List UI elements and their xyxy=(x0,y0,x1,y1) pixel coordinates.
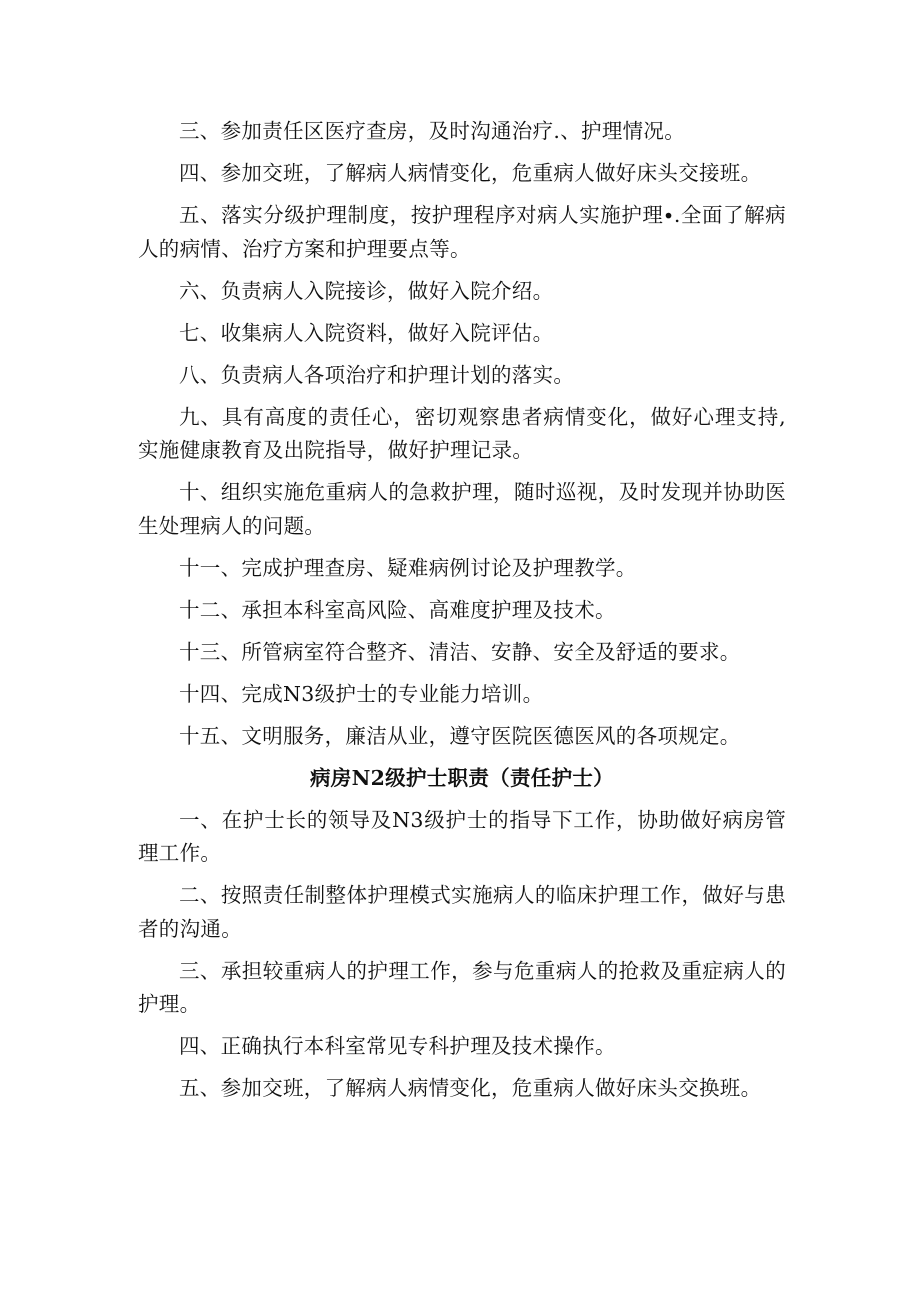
paragraph-item-7: 七、收集病人入院资料，做好入院评估。 xyxy=(179,320,554,345)
section-title: 病房N2级护士职责（责任护士） xyxy=(309,765,614,790)
paragraph-item-6: 六、负责病人入院接诊，做好入院介绍。 xyxy=(179,278,554,303)
paragraph-item-11: 十一、完成护理查房、疑难病例讨论及护理教学。 xyxy=(179,555,637,580)
paragraph-item-8: 八、负责病人各项治疗和护理计划的落实。 xyxy=(179,362,575,387)
document-body xyxy=(138,115,786,1106)
n2-paragraph-item-3: 三、承担较重病人的护理工作，参与危重病人的抢救及重症病人的护理。 xyxy=(138,958,786,1016)
n2-paragraph-item-2: 二、按照责任制整体护理模式实施病人的临床护理工作，做好与患者的沟通。 xyxy=(138,883,786,941)
paragraph-item-9: 九、具有高度的责任心，密切观察患者病情变化，做好心理支持,实施健康教育及出院指导，做好护理记录。 xyxy=(138,404,786,462)
paragraph-item-15: 十五、文明服务，廉洁从业，遵守医院医德医风的各项规定。 xyxy=(179,723,741,748)
paragraph-item-10: 十、组织实施危重病人的急救护理，随时巡视，及时发现并协助医生处理病人的问题。 xyxy=(138,480,786,538)
n2-paragraph-item-1: 一、在护士长的领导及N3级护士的指导下工作，协助做好病房管理工作。 xyxy=(138,807,786,865)
paragraph-item-12: 十二、承担本科室高风险、高难度护理及技术。 xyxy=(179,597,616,622)
n2-paragraph-item-4: 四、正确执行本科室常见专科护理及技术操作。 xyxy=(179,1034,616,1058)
paragraph-item-14: 十四、完成N3级护士的专业能力培训。 xyxy=(179,681,544,706)
paragraph-item-5: 五、落实分级护理制度，按护理程序对病人实施护理∙.全面了解病人的病情、治疗方案和护理要点等。 xyxy=(138,203,786,261)
paragraph-item-4: 四、参加交班，了解病人病情变化，危重病人做好床头交接班。 xyxy=(179,161,762,185)
paragraph-item-13: 十三、所管病室符合整齐、清洁、安静、安全及舒适的要求。 xyxy=(179,639,741,664)
n2-paragraph-item-5: 五、参加交班，了解病人病情变化，危重病人做好床头交换班。 xyxy=(179,1076,762,1100)
paragraph-item-3: 三、参加责任区医疗查房，及时沟通治疗.、护理情况。 xyxy=(179,119,686,143)
